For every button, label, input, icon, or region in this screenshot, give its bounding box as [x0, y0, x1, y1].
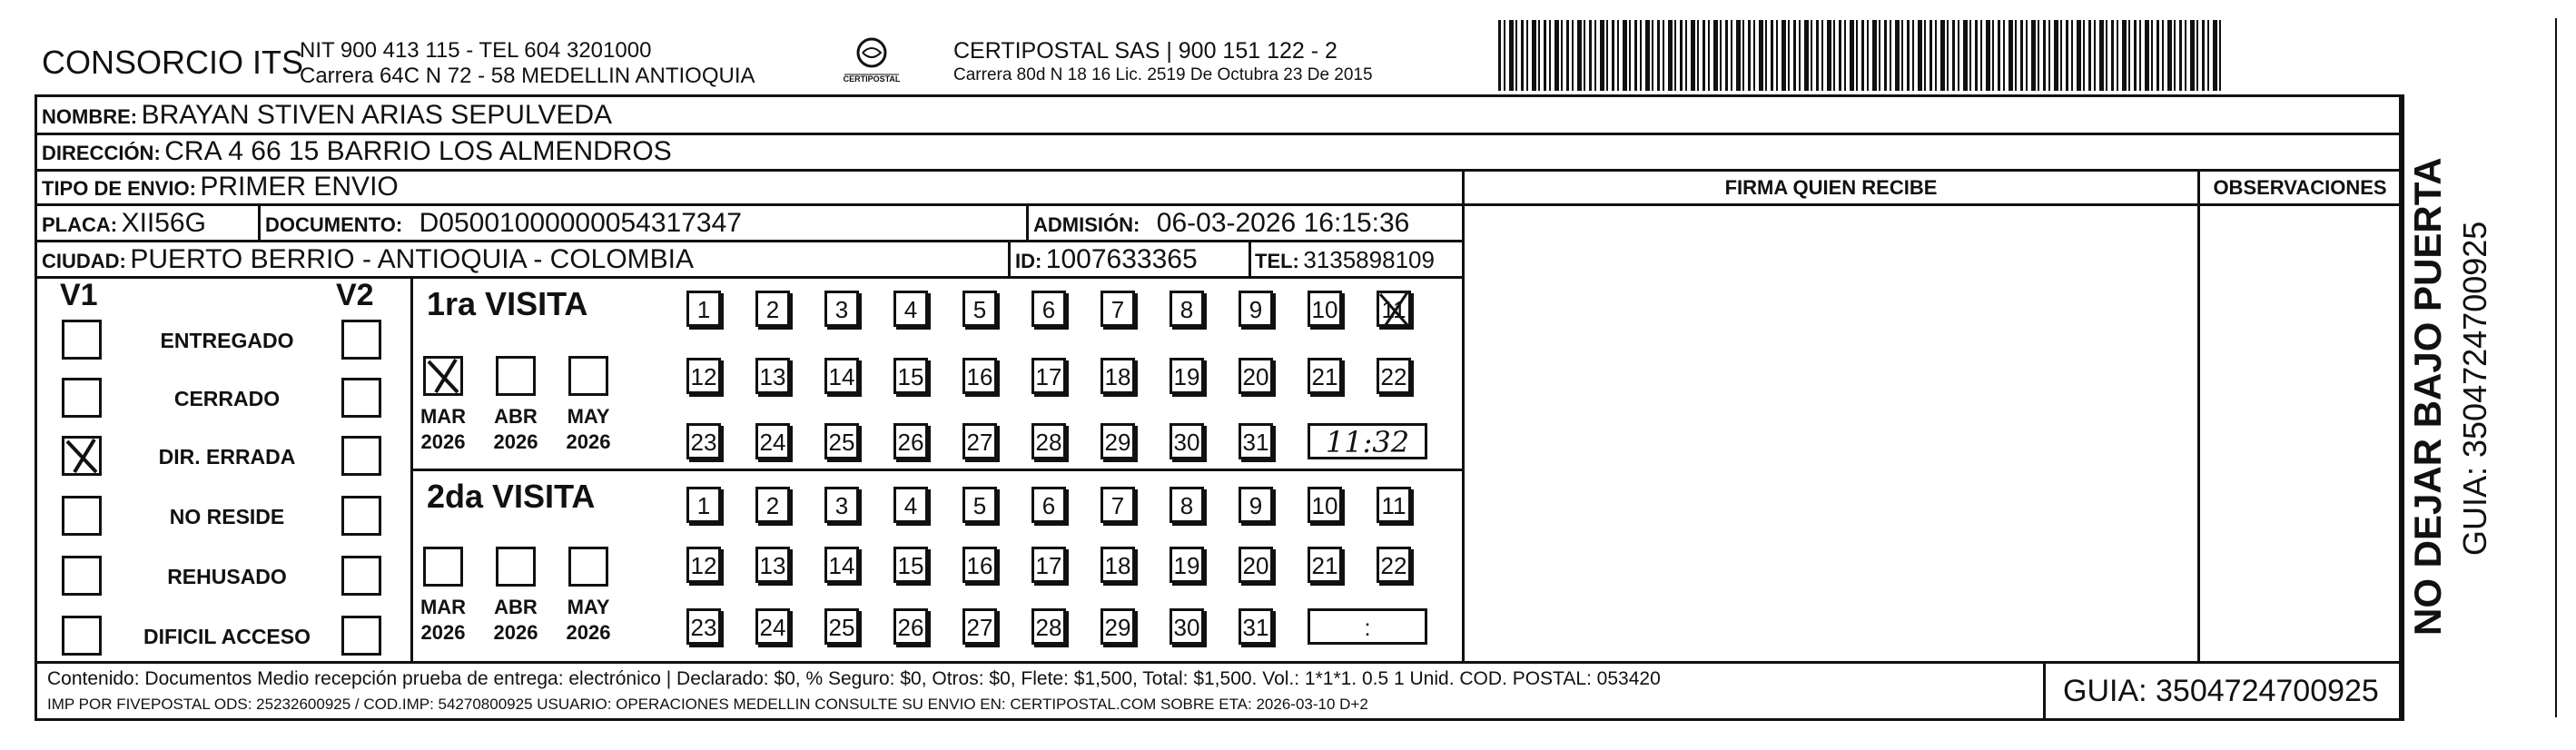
barcode — [1498, 20, 2225, 91]
day-box[interactable]: 13 — [755, 358, 790, 394]
recipient-address: CRA 4 66 15 BARRIO LOS ALMENDROS — [164, 136, 672, 166]
company-nit: NIT 900 413 115 - TEL 604 3201000 — [300, 38, 652, 63]
day-box[interactable]: 9 — [1239, 291, 1273, 327]
day-box[interactable]: 17 — [1031, 547, 1066, 583]
signature-column-header: FIRMA QUIEN RECIBE — [1724, 176, 1938, 199]
day-box[interactable]: 29 — [1100, 423, 1135, 459]
month-label: MAY — [567, 596, 610, 618]
time-box[interactable]: : — [1308, 608, 1427, 645]
day-box[interactable]: 23 — [686, 608, 721, 645]
v2-checkbox[interactable] — [341, 378, 381, 418]
v2-checkbox[interactable] — [341, 320, 381, 360]
day-box[interactable]: 4 — [893, 291, 928, 327]
month-label: MAR — [419, 405, 467, 428]
day-box[interactable]: 11 — [1377, 487, 1411, 523]
recipient-name: BRAYAN STIVEN ARIAS SEPULVEDA — [141, 100, 613, 130]
day-box[interactable]: 18 — [1100, 358, 1135, 394]
day-box[interactable]: 10 — [1308, 487, 1342, 523]
day-box[interactable]: 27 — [962, 608, 997, 645]
day-box[interactable]: 26 — [893, 608, 928, 645]
day-box[interactable]: 23 — [686, 423, 721, 459]
carrier-name: CERTIPOSTAL SAS | 900 151 122 - 2 — [953, 38, 1337, 64]
city-label: CIUDAD: — [42, 250, 126, 272]
document-label: DOCUMENTO: — [265, 213, 403, 236]
tel-label: TEL: — [1255, 250, 1299, 272]
day-box[interactable]: 26 — [893, 423, 928, 459]
shipment-type: PRIMER ENVIO — [200, 172, 399, 202]
status-label: NO RESIDE — [169, 505, 285, 528]
day-box[interactable]: 22 — [1377, 358, 1411, 394]
day-box[interactable]: 24 — [755, 608, 790, 645]
day-box[interactable]: 21 — [1308, 547, 1342, 583]
print-info-line: IMP POR FIVEPOSTAL ODS: 25232600925 / COD.IMP: 54270800925 USUARIO: OPERACIONES MEDELLIN CONSULTE SU ENVIO EN: CERTIPOSTAL.COM SOBRE ETA: 2026-03-10 D+2 — [47, 696, 1368, 713]
day-box[interactable]: 25 — [824, 608, 859, 645]
year-label: 2026 — [566, 621, 611, 644]
time-box[interactable]: 11:32 — [1308, 423, 1427, 459]
day-box-checked[interactable]: 11 — [1377, 291, 1411, 327]
day-box[interactable]: 5 — [962, 487, 997, 523]
footer-guia: GUIA: 3504724700925 — [2063, 674, 2379, 708]
day-box[interactable]: 3 — [824, 487, 859, 523]
side-guia: GUIA: 3504724700925 — [2456, 221, 2493, 556]
v1-checkbox[interactable] — [62, 320, 102, 360]
visit2-title: 2da VISITA — [427, 478, 596, 515]
day-box[interactable]: 19 — [1170, 358, 1204, 394]
day-box[interactable]: 15 — [893, 358, 928, 394]
month-label: MAR — [419, 596, 467, 618]
day-box[interactable]: 28 — [1031, 423, 1066, 459]
day-box[interactable]: 9 — [1239, 487, 1273, 523]
v2-header: V2 — [336, 278, 374, 312]
year-label: 2026 — [420, 430, 466, 453]
year-label: 2026 — [566, 430, 611, 453]
day-box[interactable]: 27 — [962, 423, 997, 459]
year-label: 2026 — [493, 430, 538, 453]
day-box[interactable]: 25 — [824, 423, 859, 459]
v1-header: V1 — [60, 278, 98, 312]
day-box[interactable]: 22 — [1377, 547, 1411, 583]
day-box[interactable]: 16 — [962, 547, 997, 583]
status-label: DIFICIL ACCESO — [143, 625, 311, 648]
v1-checkbox[interactable] — [62, 496, 102, 536]
day-box[interactable]: 18 — [1100, 547, 1135, 583]
month-label: MAY — [567, 405, 610, 428]
certipostal-logo — [835, 35, 908, 89]
day-box[interactable]: 2 — [755, 487, 790, 523]
day-box[interactable]: 12 — [686, 358, 721, 394]
admission-label: ADMISIÓN: — [1033, 213, 1140, 236]
day-box[interactable]: 13 — [755, 547, 790, 583]
plate-value: XII56G — [121, 208, 206, 238]
shipment-type-label: TIPO DE ENVIO: — [42, 177, 196, 200]
id-label: ID: — [1015, 250, 1042, 272]
v1-checkbox[interactable] — [62, 616, 102, 656]
day-box[interactable]: 14 — [824, 547, 859, 583]
v2-checkbox[interactable] — [341, 616, 381, 656]
day-box[interactable]: 7 — [1100, 291, 1135, 327]
visit1-title: 1ra VISITA — [427, 285, 588, 322]
month-checkbox[interactable] — [496, 356, 536, 396]
day-box[interactable]: 31 — [1239, 608, 1273, 645]
day-box[interactable]: 7 — [1100, 487, 1135, 523]
company-name: CONSORCIO ITS — [42, 44, 304, 81]
v1-checkbox-checked[interactable] — [62, 436, 102, 476]
carrier-license: Carrera 80d N 18 16 Lic. 2519 De Octubra 23 De 2015 — [953, 65, 1373, 84]
status-label: ENTREGADO — [160, 329, 294, 352]
month-checkbox-checked[interactable] — [423, 356, 463, 396]
day-box[interactable]: 15 — [893, 547, 928, 583]
month-checkbox[interactable] — [568, 356, 608, 396]
company-address: Carrera 64C N 72 - 58 MEDELLIN ANTIOQUIA — [300, 64, 755, 88]
day-box[interactable]: 29 — [1100, 608, 1135, 645]
address-label: DIRECCIÓN: — [42, 142, 161, 164]
document-value: D05001000000054317347 — [419, 208, 742, 238]
id-value: 1007633365 — [1045, 244, 1198, 274]
day-box[interactable]: 8 — [1170, 487, 1204, 523]
day-box[interactable]: 19 — [1170, 547, 1204, 583]
name-label: NOMBRE: — [42, 105, 138, 128]
day-box[interactable]: 28 — [1031, 608, 1066, 645]
day-box[interactable]: 1 — [686, 291, 721, 327]
day-box[interactable]: 16 — [962, 358, 997, 394]
day-box[interactable]: 1 — [686, 487, 721, 523]
day-box[interactable]: 10 — [1308, 291, 1342, 327]
status-label: CERRADO — [173, 387, 281, 410]
day-box[interactable]: 20 — [1239, 547, 1273, 583]
side-warning: NO DEJAR BAJO PUERTA — [2406, 157, 2449, 636]
day-box[interactable]: 2 — [755, 291, 790, 327]
status-label: DIR. ERRADA — [158, 445, 296, 469]
month-label: ABR — [494, 596, 538, 618]
observations-column-header: OBSERVACIONES — [2213, 176, 2387, 199]
v2-checkbox[interactable] — [341, 556, 381, 596]
month-checkbox[interactable] — [423, 547, 463, 587]
certipostal-logo-label: CERTIPOSTAL — [843, 74, 901, 84]
day-box[interactable]: 14 — [824, 358, 859, 394]
day-box[interactable]: 4 — [893, 487, 928, 523]
v1-checkbox[interactable] — [62, 378, 102, 418]
day-box[interactable]: 6 — [1031, 291, 1066, 327]
day-box[interactable]: 20 — [1239, 358, 1273, 394]
v1-checkbox[interactable] — [62, 556, 102, 596]
v2-checkbox[interactable] — [341, 436, 381, 476]
month-checkbox[interactable] — [496, 547, 536, 587]
status-label: REHUSADO — [167, 565, 287, 588]
month-checkbox[interactable] — [568, 547, 608, 587]
day-box[interactable]: 31 — [1239, 423, 1273, 459]
tel-value: 3135898109 — [1303, 246, 1435, 273]
day-box[interactable]: 3 — [824, 291, 859, 327]
day-box[interactable]: 12 — [686, 547, 721, 583]
year-label: 2026 — [420, 621, 466, 644]
day-box[interactable]: 30 — [1170, 423, 1204, 459]
content-line: Contenido: Documentos Medio recepción prueba de entrega: electrónico | Declarado: $0, % Seguro: $0, Otros: $0, Flete: $1,500, Total: $1,500. Vol.: 1*1*1. 0.5 1 Unid. COD. POSTAL: 053420 — [47, 668, 1661, 689]
admission-value: 06-03-2026 16:15:36 — [1156, 208, 1410, 238]
day-box[interactable]: 30 — [1170, 608, 1204, 645]
v2-checkbox[interactable] — [341, 496, 381, 536]
day-box[interactable]: 24 — [755, 423, 790, 459]
city-value: PUERTO BERRIO - ANTIOQUIA - COLOMBIA — [130, 244, 695, 274]
day-box[interactable]: 5 — [962, 291, 997, 327]
plate-label: PLACA: — [42, 213, 118, 236]
day-box[interactable]: 17 — [1031, 358, 1066, 394]
day-box[interactable]: 21 — [1308, 358, 1342, 394]
day-box[interactable]: 8 — [1170, 291, 1204, 327]
month-label: ABR — [494, 405, 538, 428]
year-label: 2026 — [493, 621, 538, 644]
day-box[interactable]: 6 — [1031, 487, 1066, 523]
